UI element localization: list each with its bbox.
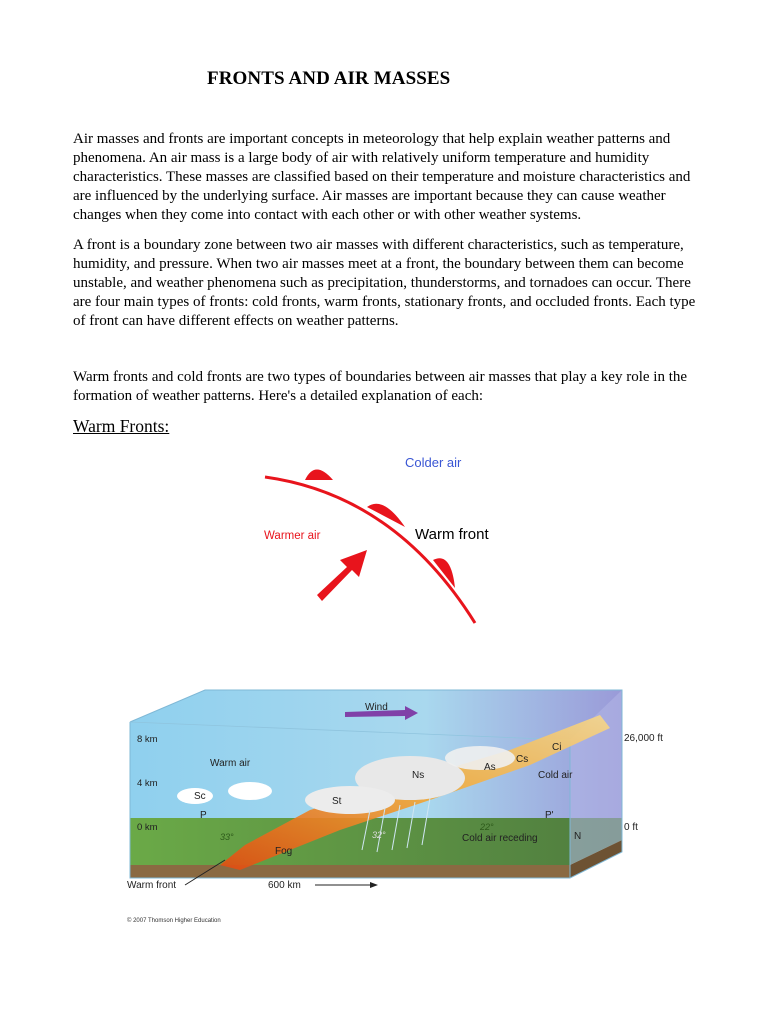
- cloud-label-ns: Ns: [412, 770, 425, 781]
- cloud-label-st: St: [332, 796, 342, 807]
- fog-label: Fog: [275, 846, 293, 857]
- distance-label: 600 km: [268, 880, 301, 891]
- temp-left: 33°: [220, 832, 234, 842]
- colder-air-label: Colder air: [405, 455, 462, 470]
- altitude-label: 0 km: [137, 822, 158, 833]
- precip-label-right: P': [545, 810, 554, 821]
- page-title: FRONTS AND AIR MASSES: [207, 68, 451, 89]
- warm-air-label: Warm air: [210, 758, 251, 769]
- paragraph-air-masses: Air masses and fronts are important concepts in meteorology that help explain weather patterns and phenomena. An air mass is a large body of air with relatively uniform temperature and humidity characteristics. These masses are classified based on their temperature and moisture characteristics and are influenced by the underlying surface. Air masses are important because they can cause weather changes when they come into contact with each other or with other weather systems.: [73, 131, 691, 223]
- warm-front-label: Warm front: [415, 526, 489, 543]
- cloud-label-sc: Sc: [194, 791, 206, 802]
- altitude-label: 8 km: [137, 734, 158, 745]
- warm-front-symbol-figure: [255, 445, 525, 630]
- section-heading-warm-fronts: Warm Fronts:: [73, 416, 170, 436]
- cold-air-label: Cold air: [538, 770, 573, 781]
- warm-front-cross-section-figure: [110, 680, 690, 930]
- paragraph-warm-cold-intro: Warm fronts and cold fronts are two types of boundaries between air masses that play a key role in the formation of weather patterns. Here's a detailed explanation of each:: [73, 369, 688, 404]
- cloud-label-as: As: [484, 762, 496, 773]
- altitude-label: 4 km: [137, 778, 158, 789]
- warm-front-bump: [433, 558, 455, 588]
- precip-label-left: P: [200, 810, 207, 821]
- altitude-right-bottom: 0 ft: [624, 822, 638, 833]
- north-label: N: [574, 831, 582, 842]
- warm-front-bump: [305, 470, 333, 481]
- warmer-air-label: Warmer air: [264, 530, 321, 542]
- cloud-label-cs: Cs: [516, 754, 529, 765]
- warm-front-bottom-label: Warm front: [127, 880, 177, 891]
- paragraph-fronts: A front is a boundary zone between two air masses with different characteristics, such as temperature, humidity, and pressure. When two air masses meet at a front, the boundary between them can become unstable, and weather phenomena such as precipitation, thunderstorms, and tornadoes can occur. There are four main types of fronts: cold fronts, warm fronts, stationary fronts, and occluded fronts. Each type of front can have different effects on weather patterns.: [73, 237, 696, 329]
- wind-label: Wind: [365, 702, 388, 713]
- cold-air-receding-label: Cold air receding: [462, 833, 538, 844]
- cloud-label-ci: Ci: [552, 742, 562, 753]
- altitude-right-top: 26,000 ft: [624, 733, 663, 744]
- temp-middle: 32°: [372, 830, 386, 840]
- warm-air-arrow: [317, 550, 367, 601]
- warm-front-line: [265, 477, 475, 623]
- temp-right: 22°: [480, 822, 494, 832]
- copyright-label: © 2007 Thomson Higher Education: [127, 918, 221, 924]
